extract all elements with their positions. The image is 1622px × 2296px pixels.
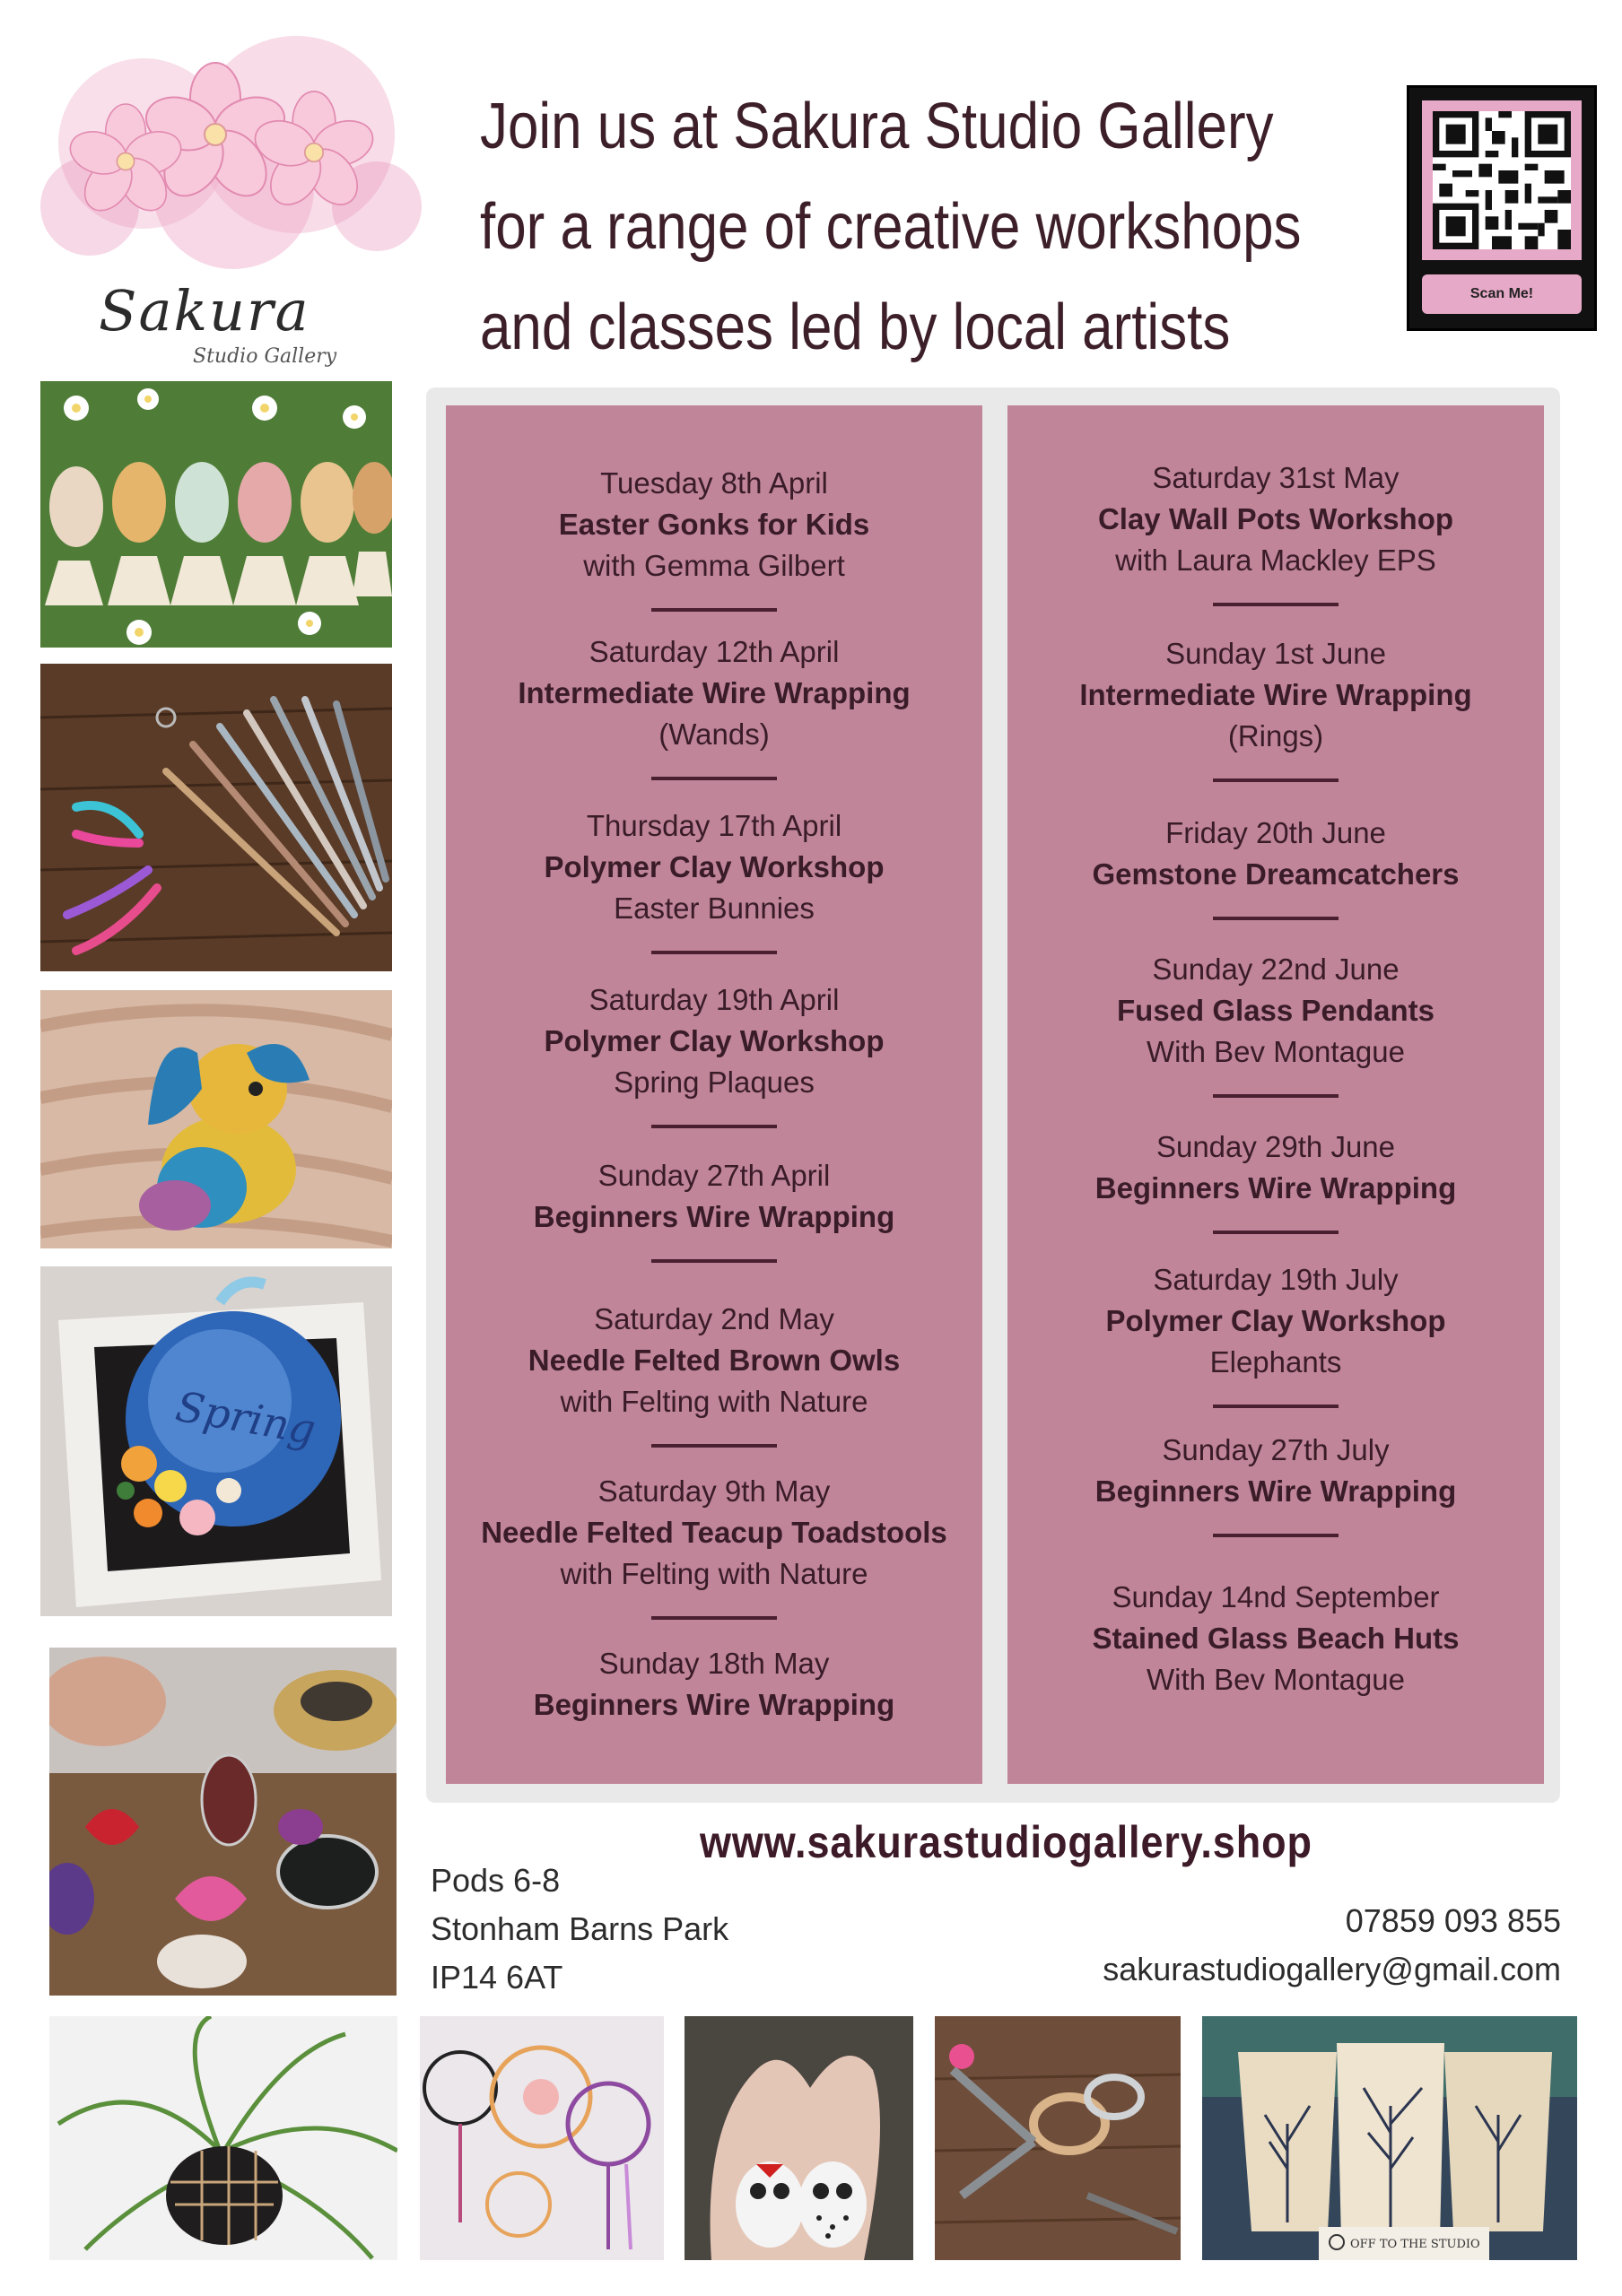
event-subtitle: Elephants: [1209, 1345, 1342, 1378]
logo-subtitle: Studio Gallery: [193, 345, 337, 368]
headline: [480, 76, 1302, 378]
event-title: Beginners Wire Wrapping: [533, 1688, 895, 1721]
event-divider: [651, 1444, 777, 1448]
event-left-5: [446, 1155, 982, 1238]
event-title: Stained Glass Beach Huts: [1092, 1622, 1460, 1655]
event-left-6: [446, 1299, 982, 1422]
event-subtitle: (Wands): [658, 718, 770, 751]
event-date: Sunday 27th April: [597, 1159, 831, 1192]
event-subtitle: with Felting with Nature: [560, 1557, 868, 1590]
photo-pottery-cups: [1202, 2016, 1577, 2260]
event-title: Polymer Clay Workshop: [1105, 1304, 1446, 1337]
address: [431, 1857, 728, 2002]
event-title: Intermediate Wire Wrapping: [1079, 678, 1472, 711]
photo-clay-bunny: [40, 990, 392, 1248]
event-subtitle: with Gemma Gilbert: [583, 549, 845, 582]
event-divider: [1213, 1534, 1339, 1537]
event-left-7: [446, 1471, 982, 1595]
event-title: Easter Gonks for Kids: [558, 508, 870, 541]
event-date: Saturday 19th July: [1153, 1263, 1399, 1296]
studio-logo: [36, 36, 431, 368]
event-divider: [651, 951, 777, 954]
photo-felted-owls: [685, 2016, 913, 2260]
event-divider: [651, 1259, 777, 1263]
event-title: Needle Felted Teacup Toadstools: [481, 1516, 947, 1549]
website-link[interactable]: www.sakurastudiogallery.shop: [700, 1817, 1312, 1867]
event-divider: [1213, 1094, 1339, 1098]
event-date: Sunday 27th July: [1162, 1433, 1390, 1466]
event-date: Saturday 31st May: [1152, 461, 1400, 494]
photo-easter-gonks: [40, 381, 392, 648]
event-divider: [651, 1616, 777, 1620]
event-subtitle: with Felting with Nature: [560, 1385, 868, 1418]
event-date: Saturday 19th April: [589, 983, 840, 1016]
event-divider: [651, 1125, 777, 1128]
event-title: Fused Glass Pendants: [1117, 994, 1435, 1027]
sakura-flower-icon: [36, 36, 431, 305]
event-title: Clay Wall Pots Workshop: [1097, 502, 1454, 535]
event-date: Saturday 12th April: [589, 635, 840, 668]
event-divider: [651, 777, 777, 780]
event-divider: [1213, 778, 1339, 782]
event-title: Intermediate Wire Wrapping: [518, 676, 911, 709]
event-date: Thursday 17th April: [586, 809, 842, 842]
event-subtitle: With Bev Montague: [1147, 1663, 1405, 1696]
event-right-6: [1007, 1259, 1544, 1383]
schedule-column-right: [1007, 405, 1544, 1784]
event-right-7: [1007, 1430, 1544, 1512]
event-left-1: [446, 463, 982, 587]
event-date: Sunday 14nd September: [1112, 1580, 1440, 1613]
event-date: Sunday 18th May: [598, 1647, 830, 1680]
address-line-1: Pods 6-8: [431, 1862, 561, 1899]
event-title: Beginners Wire Wrapping: [1094, 1474, 1457, 1508]
qr-code-card[interactable]: [1407, 85, 1597, 331]
event-right-3: [1007, 813, 1544, 895]
headline-line-2: for a range of creative workshops: [480, 191, 1302, 263]
event-title: Polymer Clay Workshop: [544, 850, 885, 883]
event-right-4: [1007, 949, 1544, 1073]
qr-code-icon: [1433, 111, 1571, 249]
event-date: Sunday 29th June: [1155, 1130, 1396, 1163]
contact-details: [1103, 1897, 1561, 1994]
address-line-3: IP14 6AT: [431, 1959, 563, 1996]
photo-dreamcatchers: [420, 2016, 664, 2260]
event-title: Beginners Wire Wrapping: [533, 1200, 895, 1233]
event-left-3: [446, 805, 982, 929]
event-date: Saturday 9th May: [597, 1474, 831, 1508]
event-divider: [1213, 1231, 1339, 1234]
event-left-8: [446, 1643, 982, 1726]
headline-line-1: Join us at Sakura Studio Gallery: [480, 91, 1274, 162]
event-right-2: [1007, 633, 1544, 757]
event-divider: [1213, 603, 1339, 606]
event-subtitle: Easter Bunnies: [614, 891, 815, 925]
photo-spring-plaque: [40, 1266, 392, 1616]
event-subtitle: with Laura Mackley EPS: [1115, 544, 1436, 577]
event-title: Gemstone Dreamcatchers: [1092, 857, 1460, 891]
event-date: Friday 20th June: [1165, 816, 1386, 849]
event-subtitle: With Bev Montague: [1147, 1035, 1405, 1068]
scan-me-button[interactable]: Scan Me!: [1422, 274, 1582, 314]
phone-number[interactable]: 07859 093 855: [1345, 1902, 1561, 1939]
photo-wire-wands: [40, 664, 392, 971]
photo-card-text: OFF TO THE STUDIO: [1350, 2238, 1480, 2251]
event-date: Tuesday 8th April: [600, 466, 828, 500]
event-right-5: [1007, 1126, 1544, 1209]
event-title: Polymer Clay Workshop: [544, 1024, 885, 1057]
event-right-1: [1007, 457, 1544, 581]
svg-text:Spring: Spring: [172, 1381, 319, 1455]
event-subtitle: Spring Plaques: [614, 1065, 815, 1099]
event-date: Saturday 2nd May: [594, 1302, 834, 1335]
address-line-2: Stonham Barns Park: [431, 1910, 729, 1947]
logo-name: Sakura: [99, 278, 310, 344]
event-left-2: [446, 631, 982, 755]
qr-frame: [1422, 100, 1582, 260]
email-address[interactable]: sakurastudiogallery@gmail.com: [1103, 1951, 1561, 1987]
event-subtitle: (Rings): [1227, 719, 1324, 752]
event-divider: [651, 608, 777, 612]
event-date: Sunday 1st June: [1165, 637, 1386, 670]
event-left-4: [446, 979, 982, 1103]
event-title: Needle Felted Brown Owls: [528, 1344, 901, 1377]
event-date: Sunday 22nd June: [1152, 952, 1400, 986]
event-divider: [1213, 917, 1339, 920]
event-divider: [1213, 1405, 1339, 1408]
headline-line-3: and classes led by local artists: [480, 291, 1231, 363]
photo-wire-rings: [935, 2016, 1181, 2260]
event-right-8: [1007, 1577, 1544, 1700]
photo-plant-pot: [49, 2016, 397, 2260]
event-title: Beginners Wire Wrapping: [1094, 1171, 1457, 1205]
schedule-column-left: [446, 405, 982, 1784]
photo-wire-gemstones: [49, 1648, 397, 1996]
